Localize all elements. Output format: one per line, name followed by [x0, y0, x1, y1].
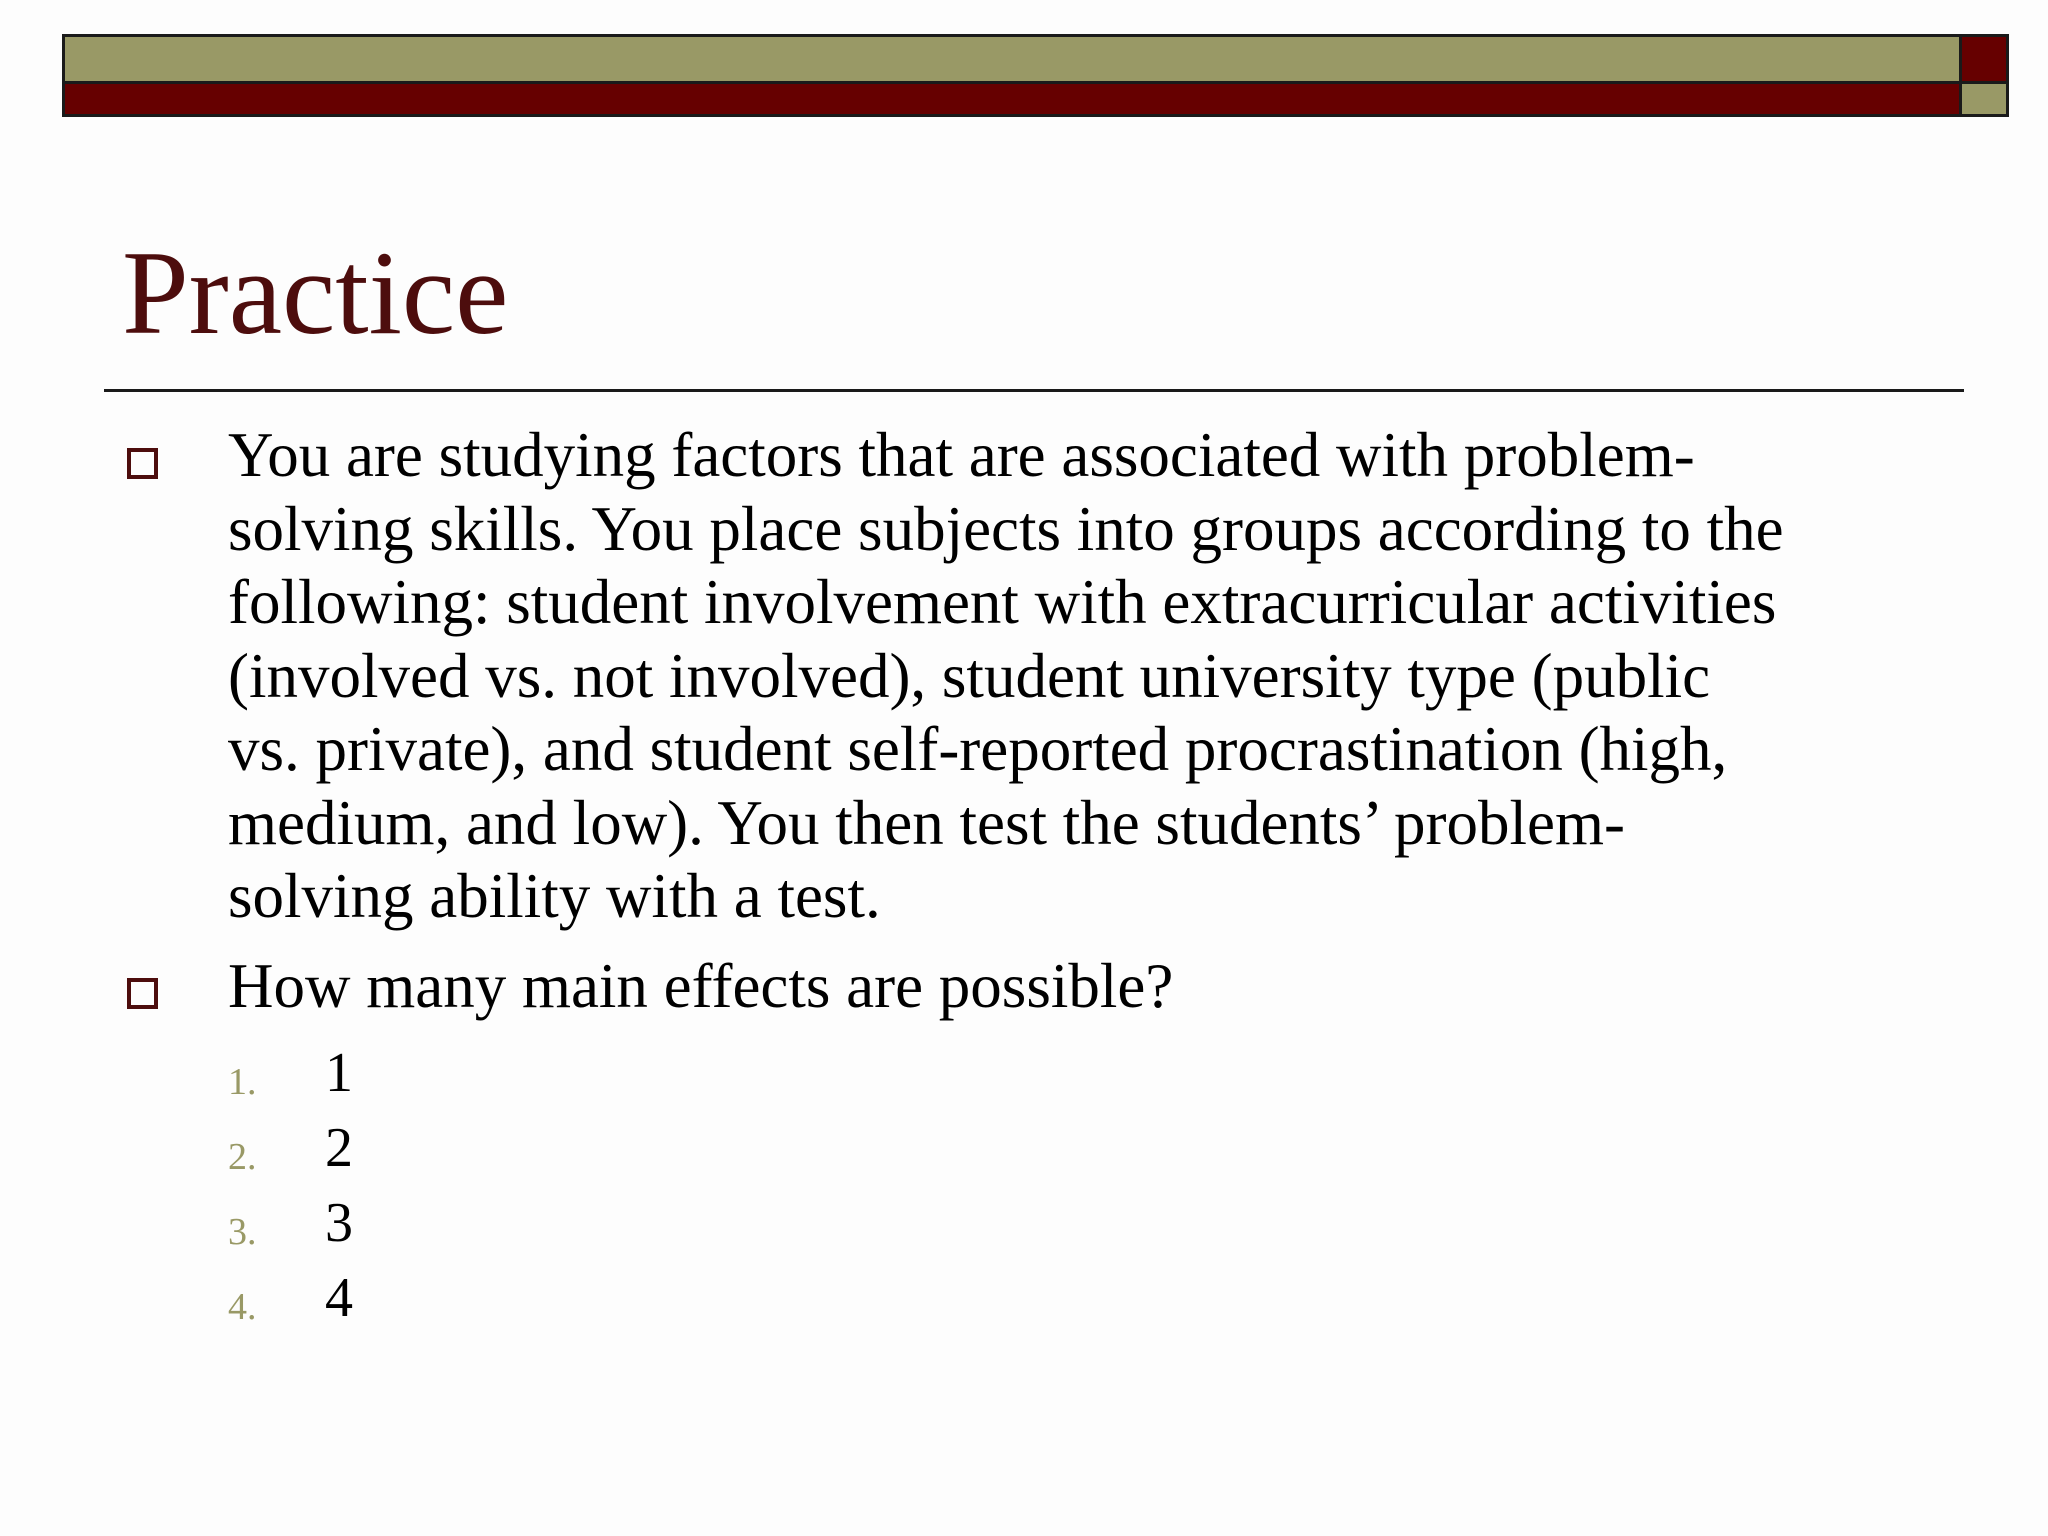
option-number: 3. [228, 1211, 257, 1253]
corner-square-maroon [1959, 34, 2009, 84]
paragraph-line: solving ability with a test. [228, 861, 881, 931]
square-bullet-icon [127, 978, 158, 1009]
paragraph-line: medium, and low). You then test the students’ problem- [228, 787, 1625, 858]
bullet-paragraph-question [228, 950, 1948, 1024]
paragraph-line: vs. private), and student self-reported procrastination (high, [228, 714, 1728, 784]
option-number: 4. [228, 1286, 257, 1328]
header-bar-olive [62, 34, 1962, 84]
option-number: 1. [228, 1061, 257, 1103]
option-number: 2. [228, 1136, 257, 1178]
paragraph-line: You are studying factors that are associated with problem- [228, 420, 1695, 490]
square-bullet-icon [127, 448, 158, 479]
bullet-paragraph-scenario [228, 419, 1948, 934]
slide-title: Practice [122, 226, 509, 359]
question-line: How many main effects are possible? [228, 951, 1174, 1021]
option-value: 4 [325, 1267, 353, 1329]
header-bar-maroon [62, 84, 1962, 117]
paragraph-line: (involved vs. not involved), student university type (public [228, 640, 1711, 711]
paragraph-line: following: student involvement with extracurricular activities [228, 567, 1777, 637]
corner-square-olive [1959, 84, 2009, 117]
option-value: 2 [325, 1117, 353, 1179]
title-divider [104, 389, 1964, 392]
option-value: 1 [325, 1042, 353, 1104]
option-value: 3 [325, 1192, 353, 1254]
paragraph-line: solving skills. You place subjects into groups according to the [228, 493, 1784, 564]
